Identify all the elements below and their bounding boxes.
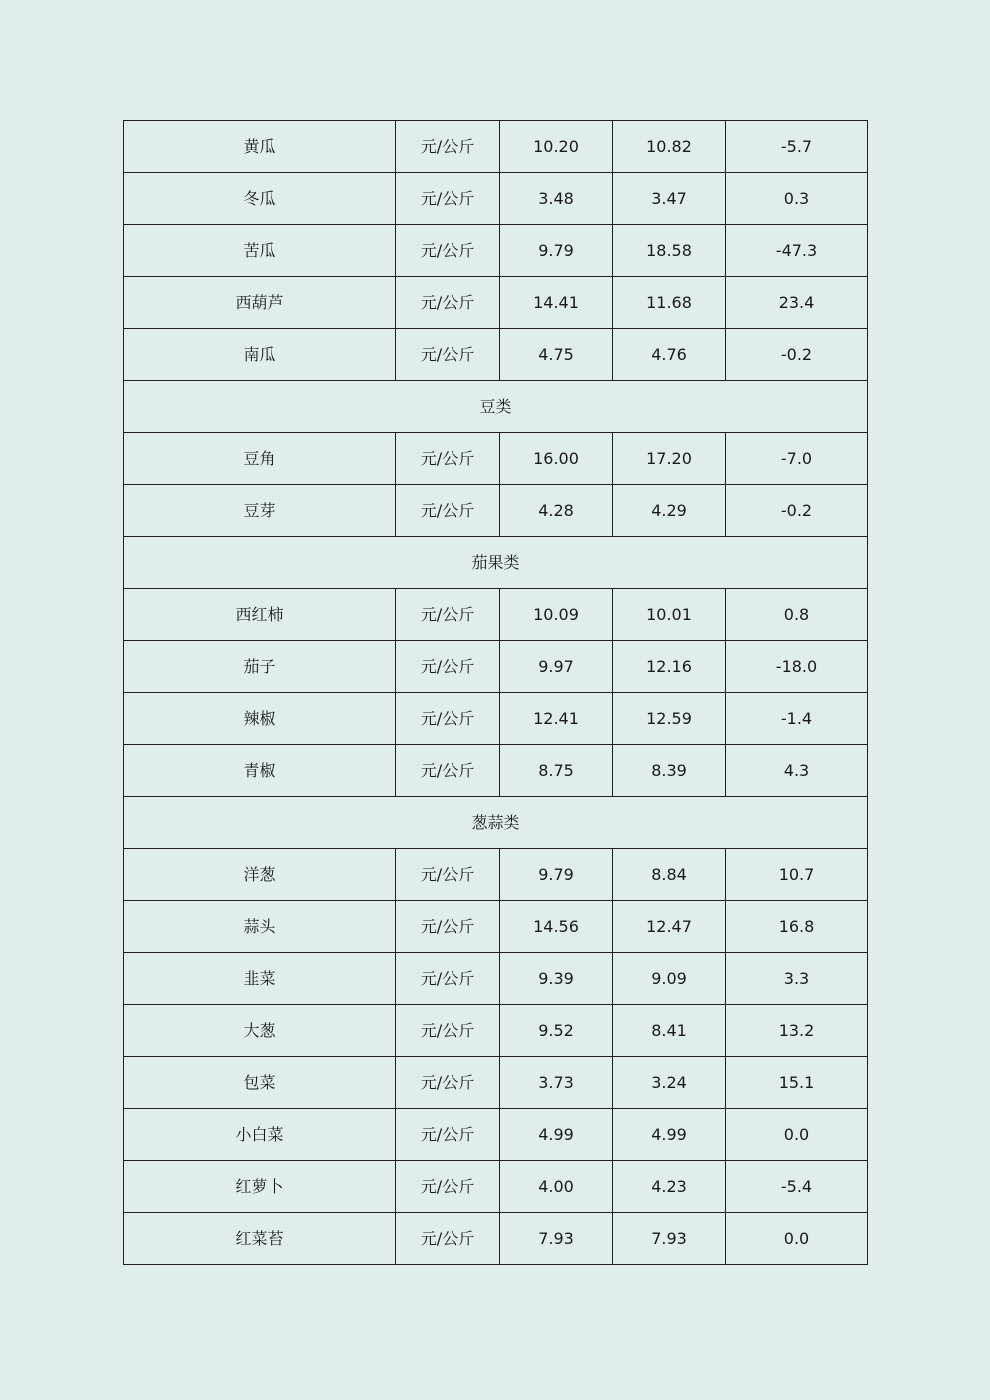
previous-price-cell: 17.20 (613, 433, 726, 485)
current-price-cell: 3.48 (500, 173, 613, 225)
previous-price-cell: 3.24 (613, 1057, 726, 1109)
item-name-cell: 西红柿 (124, 589, 396, 641)
current-price-cell: 4.75 (500, 329, 613, 381)
table-row (124, 1161, 868, 1213)
change-percent-cell: 13.2 (726, 1005, 868, 1057)
change-percent-cell: -18.0 (726, 641, 868, 693)
table-row (124, 277, 868, 329)
previous-price-cell: 4.99 (613, 1109, 726, 1161)
table-row (124, 589, 868, 641)
table-row (124, 641, 868, 693)
current-price-cell: 16.00 (500, 433, 613, 485)
table-row (124, 173, 868, 225)
change-percent-cell: -5.4 (726, 1161, 868, 1213)
unit-cell: 元/公斤 (396, 329, 500, 381)
price-table-body (124, 121, 868, 1265)
previous-price-cell: 9.09 (613, 953, 726, 1005)
current-price-cell: 10.09 (500, 589, 613, 641)
table-row (124, 1057, 868, 1109)
change-percent-cell: 0.3 (726, 173, 868, 225)
unit-cell: 元/公斤 (396, 589, 500, 641)
previous-price-cell: 4.29 (613, 485, 726, 537)
unit-cell: 元/公斤 (396, 1109, 500, 1161)
item-name-cell: 茄子 (124, 641, 396, 693)
previous-price-cell: 11.68 (613, 277, 726, 329)
previous-price-cell: 8.41 (613, 1005, 726, 1057)
unit-cell: 元/公斤 (396, 1161, 500, 1213)
current-price-cell: 3.73 (500, 1057, 613, 1109)
table-row (124, 745, 868, 797)
previous-price-cell: 4.23 (613, 1161, 726, 1213)
previous-price-cell: 18.58 (613, 225, 726, 277)
current-price-cell: 4.00 (500, 1161, 613, 1213)
category-label: 茄果类 (124, 537, 868, 589)
change-percent-cell: -0.2 (726, 485, 868, 537)
change-percent-cell: 23.4 (726, 277, 868, 329)
change-percent-cell: 0.8 (726, 589, 868, 641)
current-price-cell: 7.93 (500, 1213, 613, 1265)
table-row (124, 433, 868, 485)
current-price-cell: 9.79 (500, 849, 613, 901)
change-percent-cell: -7.0 (726, 433, 868, 485)
unit-cell: 元/公斤 (396, 641, 500, 693)
item-name-cell: 黄瓜 (124, 121, 396, 173)
change-percent-cell: 10.7 (726, 849, 868, 901)
change-percent-cell: -47.3 (726, 225, 868, 277)
previous-price-cell: 10.82 (613, 121, 726, 173)
category-row (124, 797, 868, 849)
current-price-cell: 10.20 (500, 121, 613, 173)
item-name-cell: 蒜头 (124, 901, 396, 953)
change-percent-cell: 4.3 (726, 745, 868, 797)
unit-cell: 元/公斤 (396, 953, 500, 1005)
table-row (124, 693, 868, 745)
unit-cell: 元/公斤 (396, 485, 500, 537)
current-price-cell: 9.97 (500, 641, 613, 693)
item-name-cell: 红菜苔 (124, 1213, 396, 1265)
current-price-cell: 4.28 (500, 485, 613, 537)
current-price-cell: 14.41 (500, 277, 613, 329)
table-row (124, 329, 868, 381)
item-name-cell: 韭菜 (124, 953, 396, 1005)
item-name-cell: 包菜 (124, 1057, 396, 1109)
unit-cell: 元/公斤 (396, 693, 500, 745)
item-name-cell: 小白菜 (124, 1109, 396, 1161)
item-name-cell: 苦瓜 (124, 225, 396, 277)
current-price-cell: 9.52 (500, 1005, 613, 1057)
unit-cell: 元/公斤 (396, 901, 500, 953)
category-label: 豆类 (124, 381, 868, 433)
category-row (124, 537, 868, 589)
category-label: 葱蒜类 (124, 797, 868, 849)
current-price-cell: 14.56 (500, 901, 613, 953)
item-name-cell: 西葫芦 (124, 277, 396, 329)
unit-cell: 元/公斤 (396, 1057, 500, 1109)
unit-cell: 元/公斤 (396, 745, 500, 797)
item-name-cell: 豆角 (124, 433, 396, 485)
change-percent-cell: 0.0 (726, 1109, 868, 1161)
previous-price-cell: 8.84 (613, 849, 726, 901)
item-name-cell: 辣椒 (124, 693, 396, 745)
current-price-cell: 4.99 (500, 1109, 613, 1161)
item-name-cell: 青椒 (124, 745, 396, 797)
unit-cell: 元/公斤 (396, 121, 500, 173)
current-price-cell: 9.39 (500, 953, 613, 1005)
category-row (124, 381, 868, 433)
change-percent-cell: -5.7 (726, 121, 868, 173)
unit-cell: 元/公斤 (396, 225, 500, 277)
table-row (124, 901, 868, 953)
previous-price-cell: 10.01 (613, 589, 726, 641)
unit-cell: 元/公斤 (396, 173, 500, 225)
change-percent-cell: -0.2 (726, 329, 868, 381)
previous-price-cell: 12.47 (613, 901, 726, 953)
unit-cell: 元/公斤 (396, 849, 500, 901)
unit-cell: 元/公斤 (396, 277, 500, 329)
item-name-cell: 豆芽 (124, 485, 396, 537)
item-name-cell: 大葱 (124, 1005, 396, 1057)
previous-price-cell: 3.47 (613, 173, 726, 225)
table-row (124, 121, 868, 173)
item-name-cell: 南瓜 (124, 329, 396, 381)
unit-cell: 元/公斤 (396, 433, 500, 485)
previous-price-cell: 12.16 (613, 641, 726, 693)
unit-cell: 元/公斤 (396, 1005, 500, 1057)
price-table (123, 120, 868, 1265)
change-percent-cell: -1.4 (726, 693, 868, 745)
previous-price-cell: 8.39 (613, 745, 726, 797)
table-row (124, 953, 868, 1005)
change-percent-cell: 16.8 (726, 901, 868, 953)
change-percent-cell: 3.3 (726, 953, 868, 1005)
change-percent-cell: 15.1 (726, 1057, 868, 1109)
table-row (124, 1005, 868, 1057)
table-row (124, 1109, 868, 1161)
previous-price-cell: 7.93 (613, 1213, 726, 1265)
item-name-cell: 冬瓜 (124, 173, 396, 225)
current-price-cell: 12.41 (500, 693, 613, 745)
unit-cell: 元/公斤 (396, 1213, 500, 1265)
previous-price-cell: 12.59 (613, 693, 726, 745)
item-name-cell: 洋葱 (124, 849, 396, 901)
table-row (124, 225, 868, 277)
current-price-cell: 8.75 (500, 745, 613, 797)
table-row (124, 1213, 868, 1265)
change-percent-cell: 0.0 (726, 1213, 868, 1265)
table-row (124, 849, 868, 901)
item-name-cell: 红萝卜 (124, 1161, 396, 1213)
table-row (124, 485, 868, 537)
current-price-cell: 9.79 (500, 225, 613, 277)
previous-price-cell: 4.76 (613, 329, 726, 381)
